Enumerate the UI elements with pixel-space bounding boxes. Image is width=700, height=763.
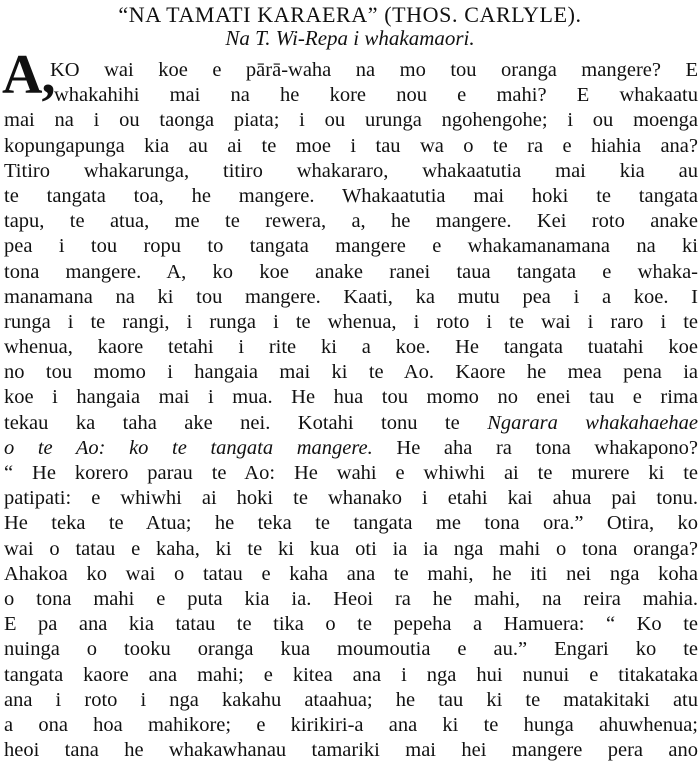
text-line: E pa ana kia tatau te tika o te pepeha a Hamuera: “ Ko te	[4, 613, 698, 636]
text-line: wai o tatau e kaha, ki te ki kua oti ia ia nga mahi o tona oranga?	[4, 537, 698, 560]
text-line: tapu, te atua, me te rewera, a, he mangere. Kei roto anake	[4, 210, 698, 233]
text-line: ana i roto i nga kakahu ataahua; he tau ki te matakitaki atu	[4, 688, 698, 711]
article-subtitle: Na T. Wi-Repa i whakamaori.	[225, 26, 475, 50]
text-line: mai na i ou taonga piata; i ou urunga ngohengohe; i ou moenga	[4, 109, 698, 132]
text-line: manamana na ki tou mangere. Kaati, ka mutu pea i a koe. I	[4, 285, 698, 308]
text-line: o tona mahi e puta kia ia. Heoi ra he mahi, na reira mahia.	[4, 587, 698, 610]
text-line: kopungapunga kia au ai te moe i tau wa o te ra e hiahia ana?	[4, 134, 698, 157]
text-line: te tangata toa, he mangere. Whakaatutia mai hoki te tangata	[4, 184, 698, 207]
drop-cap: A,	[2, 44, 55, 106]
text-segment: He aha ra tona whakapono?	[372, 436, 698, 459]
text-line: Ahakoa ko wai o tatau e kaha ana te mahi, he iti nei nga koha	[4, 562, 698, 585]
text-line-mixed	[4, 436, 698, 461]
text-line: heoi tana he whakawhanau tamariki mai hei mangere pera ano	[4, 739, 698, 762]
text-line-mixed	[4, 411, 698, 436]
text-line: no tou momo i hangaia mai ki te Ao. Kaore he mea pena ia	[4, 361, 698, 384]
text-line: a ona hoa mahikore; e kirikiri-a ana ki te hunga ahuwhenua;	[4, 713, 698, 736]
text-line: pea i tou ropu to tangata mangere e whakamanamana na ki	[4, 235, 698, 258]
text-line: He teka te Atua; he teka te tangata me tona ora.” Otira, ko	[4, 512, 698, 535]
text-line: whakahihi mai na he kore nou e mahi? E whakaatu	[54, 84, 698, 107]
text-line: runga i te rangi, i runga i te whenua, i roto i te wai i raro i te	[4, 310, 698, 333]
text-line: KO wai koe e pārā-waha na mo tou oranga mangere? E	[50, 59, 698, 81]
body-text	[4, 58, 698, 763]
text-line: whenua, kaore tetahi i rite ki a koe. He tangata tuatahi koe	[4, 336, 698, 359]
text-line: Titiro whakarunga, titiro whakararo, whakaatutia mai kia au	[4, 159, 698, 182]
text-line: tangata kaore ana mahi; e kitea ana i nga hui nunui e titakataka	[4, 663, 698, 686]
article-title: “NA TAMATI KARAERA” (THOS. CARLYLE).	[118, 2, 582, 27]
italic-segment: o te Ao: ko te tangata mangere.	[4, 436, 373, 459]
text-line: nuinga o tooku oranga kua moumoutia e au.” Engari ko te	[4, 638, 698, 661]
text-segment: tekau ka taha ake nei. Kotahi tonu te	[4, 411, 488, 434]
text-line: tona mangere. A, ko koe anake ranei taua tangata e whaka-	[4, 260, 698, 283]
italic-segment: Ngarara whakahaehae	[487, 411, 698, 434]
text-line: “ He korero parau te Ao: He wahi e whiwhi ai te murere ki te	[4, 462, 698, 484]
text-line: patipati: e whiwhi ai hoki te whanako i etahi kai ahua pai tonu.	[4, 487, 698, 510]
text-line: koe i hangaia mai i mua. He hua tou momo no enei tau e rima	[4, 386, 698, 409]
